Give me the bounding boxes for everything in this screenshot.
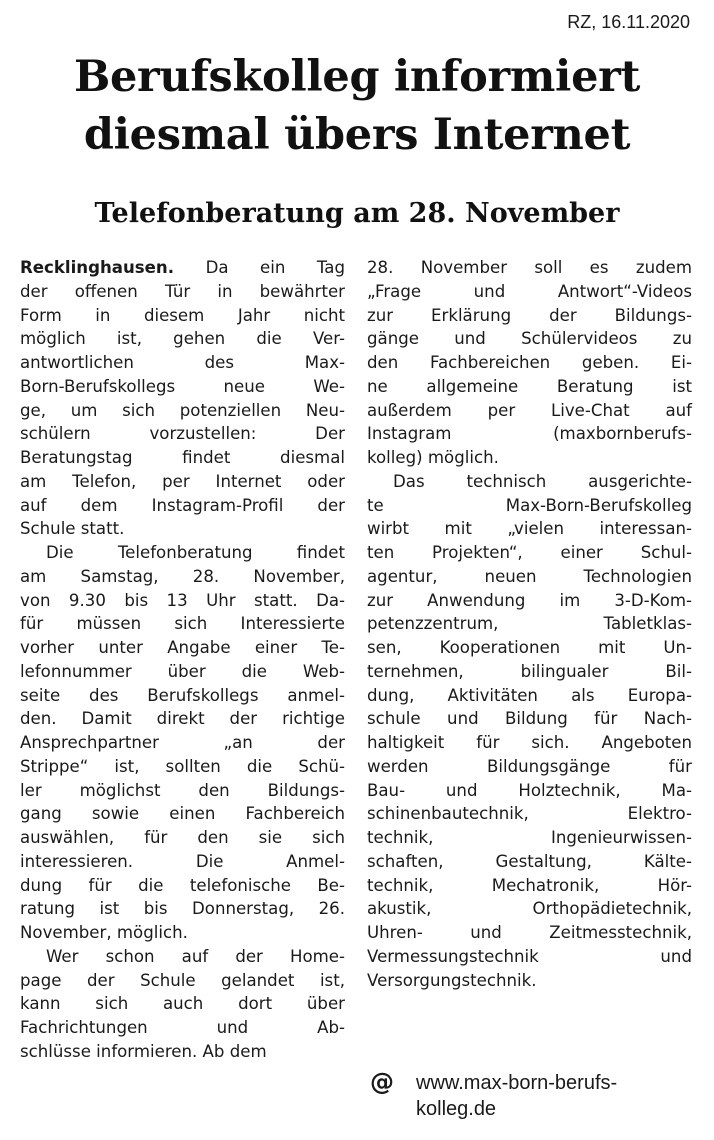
subheadline: Telefonberatung am 28. November xyxy=(94,198,620,229)
article-line: antwortlichen des Max- xyxy=(20,353,345,372)
article-line: Form in diesem Jahr nicht xyxy=(20,305,345,325)
article-line: vorher unter Angabe einer Te- xyxy=(20,638,345,657)
article-line: dung für die telefonische Be- xyxy=(20,875,345,895)
url-line: www.max-born-berufs- xyxy=(416,1072,618,1094)
article-line: page der Schule gelandet ist, xyxy=(20,970,345,990)
article-line: schülern vorzustellen: Der xyxy=(20,424,345,444)
article-line: gänge und Schülervideos zu xyxy=(367,329,692,349)
article-line: Die Telefonberatung findet xyxy=(46,543,345,562)
article-line: möglich ist, gehen die Ver- xyxy=(20,329,345,349)
article-line: Versorgungstechnik. xyxy=(367,970,537,990)
article-line: „Frage und Antwort“-Videos xyxy=(367,281,692,301)
article-line: te Max-Born-Berufskolleg xyxy=(367,495,692,515)
article-line: Bau- und Holztechnik, Ma- xyxy=(367,780,692,800)
article-line-text: Da ein Tag xyxy=(174,258,345,277)
article-line: dung, Aktivitäten als Europa- xyxy=(367,685,692,705)
article-line: kolleg) möglich. xyxy=(367,448,499,467)
article-line: Vermessungstechnik und xyxy=(367,946,692,966)
article-line: den Fachbereichen geben. Ei- xyxy=(367,353,692,372)
article-line: akustik, Orthopädietechnik, xyxy=(367,899,692,919)
article-line: technik, Ingenieurwissen- xyxy=(367,828,692,847)
article-line: kann sich auch dort über xyxy=(20,994,345,1014)
article-line: Wer schon auf der Home- xyxy=(46,946,345,966)
article-line: schule und Bildung für Nach- xyxy=(367,709,692,729)
article-line: auf dem Instagram-Profil der xyxy=(20,495,345,515)
article-line: für müssen sich Interessierte xyxy=(20,614,345,634)
article-line: Uhren- und Zeitmesstechnik, xyxy=(367,923,692,942)
article-line: ratung ist bis Donnerstag, 26. xyxy=(20,899,345,919)
article-line: Das technisch ausgerichte- xyxy=(393,471,692,491)
article-line: agentur, neuen Technologien xyxy=(367,566,692,586)
headline-line: diesmal übers Internet xyxy=(83,110,631,160)
article-line: gang sowie einen Fachbereich xyxy=(20,804,345,824)
article-line: Born-Berufskollegs neue We- xyxy=(20,376,345,396)
article-line: technik, Mechatronik, Hör- xyxy=(367,875,692,895)
source-date: RZ, 16.11.2020 xyxy=(567,12,690,32)
article-line: zur Erklärung der Bildungs- xyxy=(367,305,692,325)
url-line: kolleg.de xyxy=(416,1098,497,1120)
article-line: schlüsse informieren. Ab dem xyxy=(20,1041,267,1061)
article-line: von 9.30 bis 13 Uhr statt. Da- xyxy=(20,590,345,610)
article-line: schaften, Gestaltung, Kälte- xyxy=(367,851,692,871)
article-line: Instagram (maxbornberufs- xyxy=(367,424,692,444)
article-line: Ansprechpartner „an der xyxy=(20,733,345,752)
article-line: auswählen, für den sie sich xyxy=(20,828,345,847)
article-line: sen, Kooperationen mit Un- xyxy=(367,638,692,657)
article-line: schinenbautechnik, Elektro- xyxy=(367,804,692,824)
article-line: ten Projekten“, einer Schul- xyxy=(367,543,692,562)
article-column-right xyxy=(367,256,692,992)
article-line: 28. November soll es zudem xyxy=(367,258,692,277)
headline xyxy=(0,48,714,164)
article-line: ne allgemeine Beratung ist xyxy=(367,376,692,396)
article-line: interessieren. Die Anmel- xyxy=(20,851,345,871)
article-line: am Samstag, 28. November, xyxy=(20,566,345,586)
headline-line: Berufskolleg informiert xyxy=(73,52,641,102)
article-column-left xyxy=(20,256,345,1064)
article-line: seite des Berufskollegs anmel- xyxy=(20,685,345,705)
article-line: ler möglichst den Bildungs- xyxy=(20,780,345,800)
article-line: am Telefon, per Internet oder xyxy=(20,471,345,491)
article-line: den. Damit direkt der richtige xyxy=(20,709,345,729)
website-url[interactable] xyxy=(416,1070,696,1122)
article-line: Fachrichtungen und Ab- xyxy=(20,1018,345,1037)
article-line: Schule statt. xyxy=(20,519,125,539)
article-line xyxy=(20,256,345,280)
article-line: Strippe“ ist, sollten die Schü- xyxy=(20,756,345,776)
article-line: zur Anwendung im 3-D-Kom- xyxy=(367,590,692,610)
dateline-place: Recklinghausen. xyxy=(20,258,175,277)
article-line: außerdem per Live-Chat auf xyxy=(367,400,692,420)
article-line: ternehmen, bilingualer Bil- xyxy=(367,661,692,681)
article-line: wirbt mit „vielen interessan- xyxy=(367,519,692,539)
article-line: lefonnummer über die Web- xyxy=(20,661,345,681)
article-line: werden Bildungsgänge für xyxy=(367,756,692,776)
at-icon: @ xyxy=(370,1068,394,1096)
article-line: der offenen Tür in bewährter xyxy=(20,281,345,301)
article-line: petenzzentrum, Tabletklas- xyxy=(367,614,692,634)
article-line: Beratungstag findet diesmal xyxy=(20,448,345,467)
article-line: haltigkeit für sich. Angeboten xyxy=(367,733,692,752)
article-line: November, möglich. xyxy=(20,923,188,942)
article-line: ge, um sich potenziellen Neu- xyxy=(20,400,345,420)
